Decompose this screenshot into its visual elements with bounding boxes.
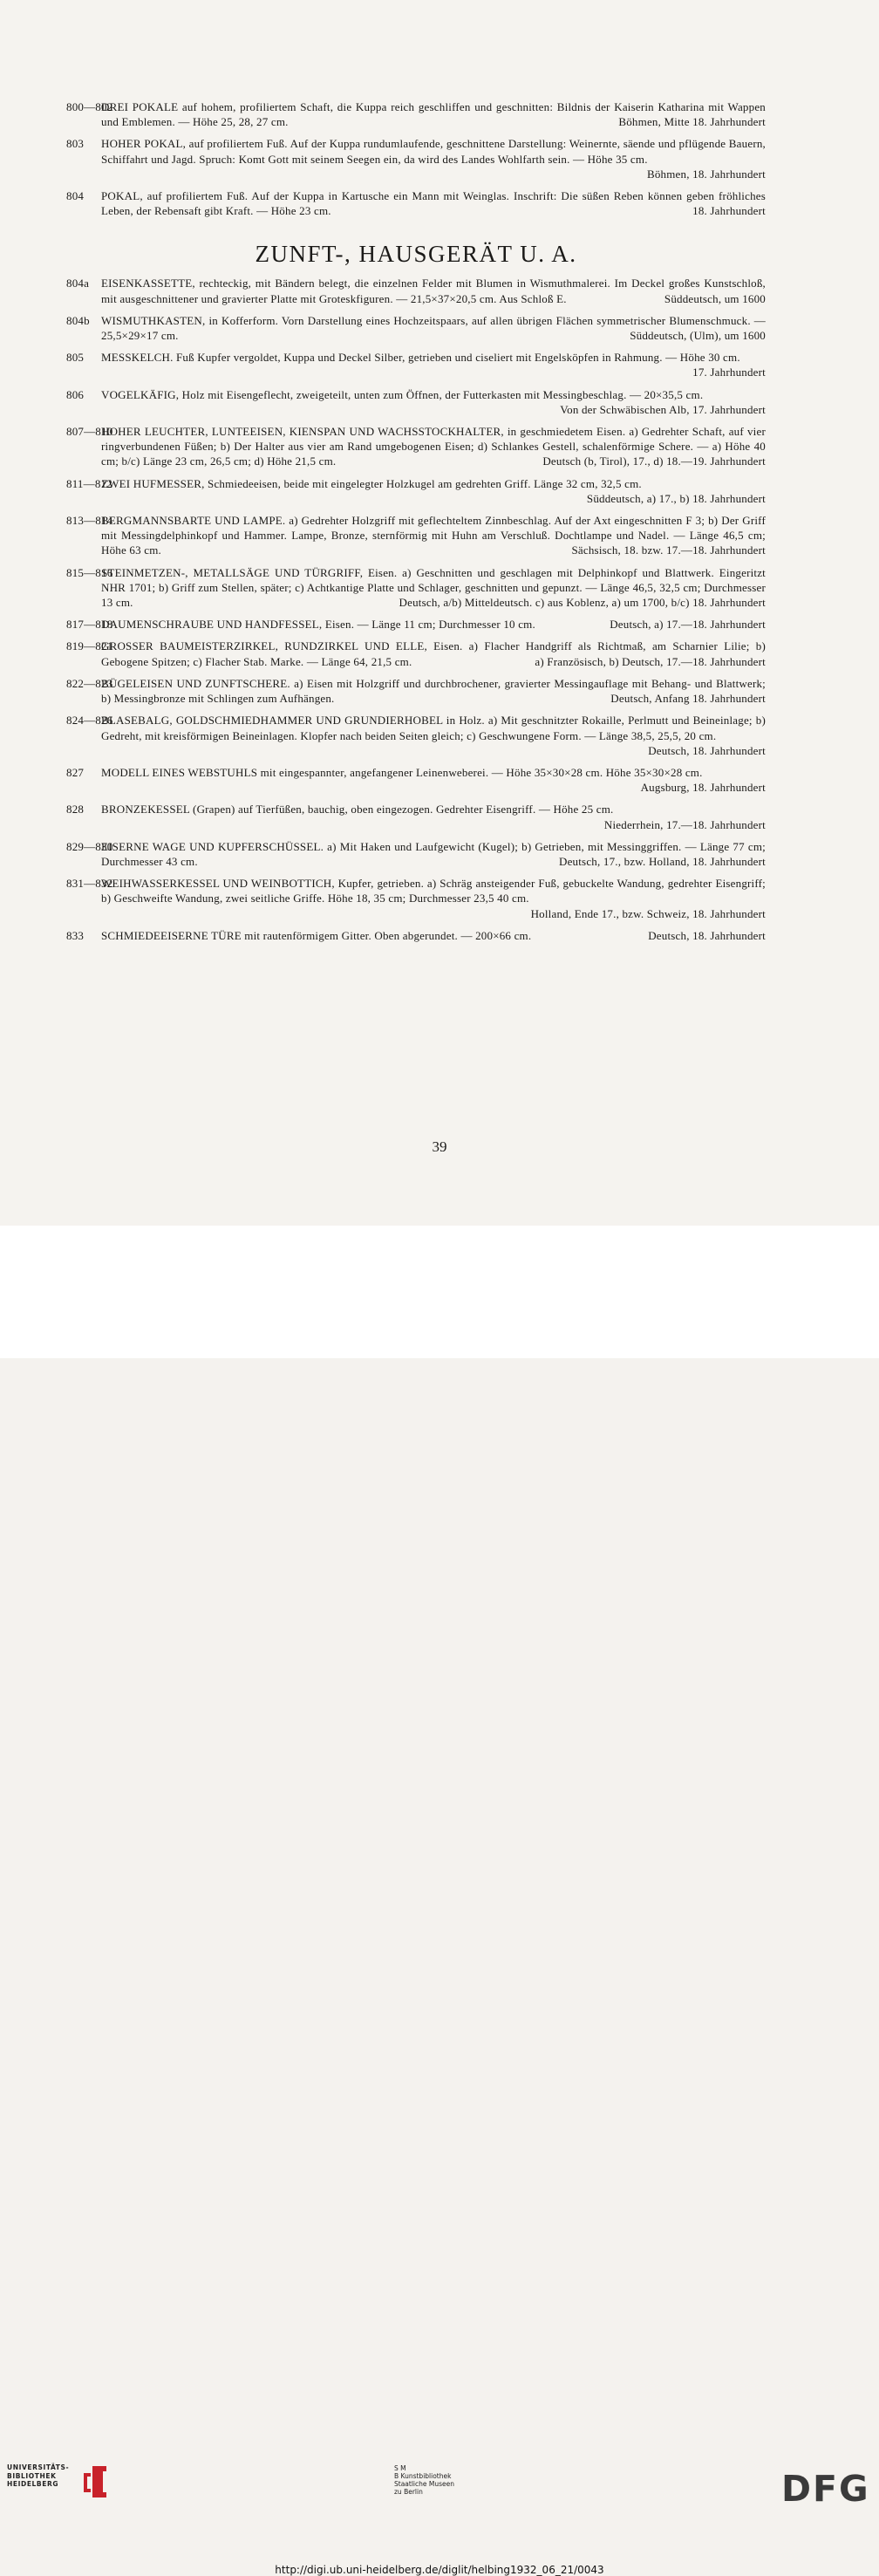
entry-origin: Augsburg, 18. Jahrhundert xyxy=(640,781,766,795)
entry-number: 804b xyxy=(66,313,90,327)
entry-text: SCHMIEDEEISERNE TÜRE mit rautenförmigem Gitter. Oben abgerundet. — 200×66 cm. xyxy=(101,928,532,942)
entry-description xyxy=(66,276,766,305)
entry-origin: Süddeutsch, a) 17., b) 18. Jahrhundert xyxy=(586,491,766,505)
entry-text: WEIHWASSERKESSEL UND WEINBOTTICH, Kupfer, getrieben. a) Schräg ansteigender Fuß, gebuckelte Wandung, gedrehter Eisengriff; b) Geschweifte Wandung, zwei seitliche Griffe. Höhe 18, 35 cm; Durchmesser 23,5 40 cm. xyxy=(101,877,766,905)
entry-origin: Süddeutsch, um 1600 xyxy=(664,291,766,305)
main-entries xyxy=(66,276,766,943)
entry-description xyxy=(66,99,766,129)
catalog-entry xyxy=(66,802,766,831)
entry-number: 800—802 xyxy=(66,100,113,113)
entry-number: 815—816 xyxy=(66,565,113,579)
entry-origin: Böhmen, Mitte 18. Jahrhundert xyxy=(618,115,766,129)
catalog-content xyxy=(66,99,766,950)
dfg-logo: DFG xyxy=(781,2468,870,2510)
catalog-entry xyxy=(66,350,766,379)
entry-text: HOHER POKAL, auf profiliertem Fuß. Auf der Kuppa rundumlaufende, geschnittene Darstellung: Weinernte, säende und pflügende Bauern, Schiffahrt und Jagd. Spruch: Komt Gott mit seinem Seegen ein, da wird des Landes Wohlfarth sein. — Höhe 35 cm. xyxy=(101,137,766,166)
entry-number: 811—812 xyxy=(66,476,112,490)
entry-number: 827 xyxy=(66,765,85,779)
entry-origin: Deutsch, a) 17.—18. Jahrhundert xyxy=(610,618,766,632)
entry-text: EISENKASSETTE, rechteckig, mit Bändern belegt, die einzelnen Felder mit Blumen in Wismuthmalerei. Im Deckel großes Kunstschloß, mit ausgeschnittener und gravierter Platte mit Groteskfiguren. — 21,5×37×20,5 cm. Aus Schloß E. xyxy=(101,277,766,305)
entry-text: DREI POKALE auf hohem, profiliertem Schaft, die Kuppa reich geschliffen und geschnitten: Bildnis der Kaiserin Katharina mit Wappen und Emblemen. — Höhe 25, 28, 27 cm. xyxy=(101,100,766,129)
entry-text: WISMUTHKASTEN, in Kofferform. Vorn Darstellung eines Hochzeitspaars, auf allen übrigen Flächen symmetrischer Blumenschmuck. — 25,5×29×17 cm. xyxy=(101,313,766,343)
entry-description xyxy=(66,136,766,181)
entry-text: ZWEI HUFMESSER, Schmiedeeisen, beide mit eingelegter Holzkugel am gedrehten Griff. Länge 32 cm, 32,5 cm. xyxy=(101,476,642,490)
entry-description xyxy=(66,928,766,943)
entry-text: GROSSER BAUMEISTERZIRKEL, RUNDZIRKEL UND ELLE, Eisen. a) Flacher Handgriff als Richtmaß, am Scharnier Lilie; b) Gebogene Spitzen; c) Flacher Stab. Marke. — Länge 64, 21,5 cm. xyxy=(101,639,766,668)
entry-description xyxy=(66,676,766,706)
entry-description xyxy=(66,639,766,668)
university-library-name: UNIVERSITÄTS- BIBLIOTHEK HEIDELBERG xyxy=(7,2463,70,2488)
catalog-entry xyxy=(66,513,766,558)
catalog-entry xyxy=(66,713,766,758)
page-number: 39 xyxy=(432,1138,447,1155)
catalog-entry xyxy=(66,188,766,218)
entry-origin: Deutsch, a/b) Mitteldeutsch. c) aus Koblenz, a) um 1700, b/c) 18. Jahrhundert xyxy=(399,596,766,610)
entry-number: 807—810 xyxy=(66,425,113,439)
entry-number: 804 xyxy=(66,189,85,203)
catalog-entry xyxy=(66,617,766,632)
entry-origin: Böhmen, 18. Jahrhundert xyxy=(646,167,766,181)
entry-description xyxy=(66,387,766,417)
catalog-entry xyxy=(66,765,766,795)
entry-number: 829—830 xyxy=(66,839,113,853)
catalog-entry xyxy=(66,565,766,611)
entry-description xyxy=(66,876,766,921)
heidelberg-logo-icon xyxy=(80,2461,112,2503)
entry-description xyxy=(66,513,766,558)
source-url[interactable]: http://digi.ub.uni-heidelberg.de/diglit/helbing1932_06_21/0043 xyxy=(275,2564,604,2576)
entry-description xyxy=(66,713,766,758)
entry-number: 805 xyxy=(66,351,85,365)
entry-number: 817—818 xyxy=(66,618,113,632)
entry-origin: 18. Jahrhundert xyxy=(692,204,766,218)
footer-bar xyxy=(0,1226,879,2576)
entry-number: 803 xyxy=(66,137,85,151)
entry-number: 831—832 xyxy=(66,877,113,891)
catalog-entry xyxy=(66,476,766,506)
entry-origin: Deutsch, 17., bzw. Holland, 18. Jahrhundert xyxy=(558,854,766,868)
entry-description xyxy=(66,839,766,869)
entry-origin: Deutsch, Anfang 18. Jahrhundert xyxy=(610,692,766,706)
entry-description xyxy=(66,424,766,469)
catalog-entry xyxy=(66,313,766,343)
entry-number: 806 xyxy=(66,387,85,401)
entry-text: BLASEBALG, GOLDSCHMIEDHAMMER UND GRUNDIERHOBEL in Holz. a) Mit geschnitzter Rokaille, Perlmutt und Beineinlage; b) Gedreht, mit kreisförmigen Beineinlagen. Klopfer nach beiden Seiten gleich; c) Geschwungene Form. — Länge 38,5, 25,5, 20 cm. xyxy=(101,714,766,742)
entry-origin: Süddeutsch, (Ulm), um 1600 xyxy=(630,329,766,343)
top-entries xyxy=(66,99,766,218)
catalog-entry xyxy=(66,928,766,943)
entry-text: BÜGELEISEN UND ZUNFTSCHERE. a) Eisen mit Holzgriff und durchbrochener, gravierter Messingauflage mit Behang- und Blattwerk; b) Messingbronze mit Schlingen zum Aufhängen. xyxy=(101,676,766,706)
catalog-entry xyxy=(66,387,766,417)
entry-description xyxy=(66,565,766,611)
entry-text: DAUMENSCHRAUBE UND HANDFESSEL, Eisen. — Länge 11 cm; Durchmesser 10 cm. xyxy=(101,618,535,632)
entry-number: 828 xyxy=(66,803,85,817)
catalog-entry xyxy=(66,136,766,181)
entry-text: BRONZEKESSEL (Grapen) auf Tierfüßen, bauchig, oben eingezogen. Gedrehter Eisengriff. — Höhe 25 cm. xyxy=(101,803,614,817)
entry-origin: Deutsch, 18. Jahrhundert xyxy=(648,743,766,757)
catalog-entry xyxy=(66,276,766,305)
entry-origin: Sächsisch, 18. bzw. 17.—18. Jahrhundert xyxy=(571,543,766,557)
entry-number: 804a xyxy=(66,277,90,290)
entry-origin: Deutsch, 18. Jahrhundert xyxy=(648,928,766,942)
catalog-entry xyxy=(66,424,766,469)
catalog-entry xyxy=(66,676,766,706)
entry-text: BERGMANNSBARTE UND LAMPE. a) Gedrehter Holzgriff mit geflechteltem Zinnbeschlag. Auf der Axt eingeschnitten F 3; b) Der Griff mit Messingdelphinkopf und Hammer. Lampe, Bronze, sternförmig mit Huhn am Verschluß. Dochtlampe und Nadel. — Länge 46,5 cm; Höhe 63 cm. xyxy=(101,514,766,557)
entry-origin: Holland, Ende 17., bzw. Schweiz, 18. Jahrhundert xyxy=(530,906,766,920)
entry-description xyxy=(66,188,766,218)
entry-origin: 17. Jahrhundert xyxy=(692,366,766,379)
entry-description xyxy=(66,765,766,795)
entry-text: HOHER LEUCHTER, LUNTEEISEN, KIENSPAN UND WACHSSTOCKHALTER, in geschmiedetem Eisen. a) Gedrehter Schaft, auf vier ringverbundenen Füßen; b) Der Halter aus vier am Rand umgebogenen Eisen; d) Schlankes Gestell, schalenförmige Schere. — a) Höhe 40 cm; b/c) Länge 23 cm, 26,5 cm; d) Höhe 21,5 cm. xyxy=(101,425,766,468)
entry-text: EISERNE WAGE UND KUPFERSCHÜSSEL. a) Mit Haken und Laufgewicht (Kugel); b) Getrieben, mit Messinggriffen. — Länge 77 cm; Durchmesser 43 cm. xyxy=(101,839,766,868)
catalog-entry xyxy=(66,876,766,921)
catalog-entry xyxy=(66,839,766,869)
entry-description xyxy=(66,350,766,379)
kunstbibliothek-credit: S M B Kunstbibliothek Staatliche Museen zu Berlin xyxy=(394,2464,454,2496)
catalog-entry xyxy=(66,639,766,668)
entry-description xyxy=(66,802,766,831)
entry-number: 813—814 xyxy=(66,514,113,528)
entry-description xyxy=(66,476,766,506)
entry-origin: a) Französisch, b) Deutsch, 17.—18. Jahrhundert xyxy=(535,654,766,668)
entry-number: 819—821 xyxy=(66,639,113,653)
entry-number: 833 xyxy=(66,928,85,942)
entry-text: STEINMETZEN-, METALLSÄGE UND TÜRGRIFF, Eisen. a) Geschnitten und geschlagen mit Delphinkopf und Blattwerk. Eingeritzt NHR 1701; b) Griff zum Stellen, später; c) Achtkantige Platte und Schlager, geschnitten und gepunzt. — Länge 46,5, 32,5 cm; Durchmesser 13 cm. xyxy=(101,565,766,610)
entry-description xyxy=(66,313,766,343)
entry-text: MODELL EINES WEBSTUHLS mit eingespannter, angefangener Leinenweberei. — Höhe 35×30×28 cm. Höhe 35×30×28 cm. xyxy=(101,765,703,779)
entry-origin: Von der Schwäbischen Alb, 17. Jahrhundert xyxy=(560,402,766,416)
section-title: ZUNFT-, HAUSGERÄT U. A. xyxy=(255,241,577,268)
entry-origin: Niederrhein, 17.—18. Jahrhundert xyxy=(603,817,766,831)
entry-text: VOGELKÄFIG, Holz mit Eisengeflecht, zweigeteilt, unten zum Öffnen, der Futterkasten mit Messingbeschlag. — 20×35,5 cm. xyxy=(101,387,704,401)
entry-description xyxy=(66,617,766,632)
catalog-entry xyxy=(66,99,766,129)
entry-origin: Deutsch (b, Tirol), 17., d) 18.—19. Jahrhundert xyxy=(542,454,766,468)
entry-number: 822—823 xyxy=(66,676,113,690)
entry-text: MESSKELCH. Fuß Kupfer vergoldet, Kuppa und Deckel Silber, getrieben und ciseliert mit Engelsköpfen in Rahmung. — Höhe 30 cm. xyxy=(101,351,740,365)
entry-text: POKAL, auf profiliertem Fuß. Auf der Kuppa in Kartusche ein Mann mit Weinglas. Inschrift: Die süßen Reben können geben fröhliches Leben, der Rebensaft gibt Kraft. — Höhe 23 cm. xyxy=(101,189,766,218)
entry-number: 824—826 xyxy=(66,714,113,728)
